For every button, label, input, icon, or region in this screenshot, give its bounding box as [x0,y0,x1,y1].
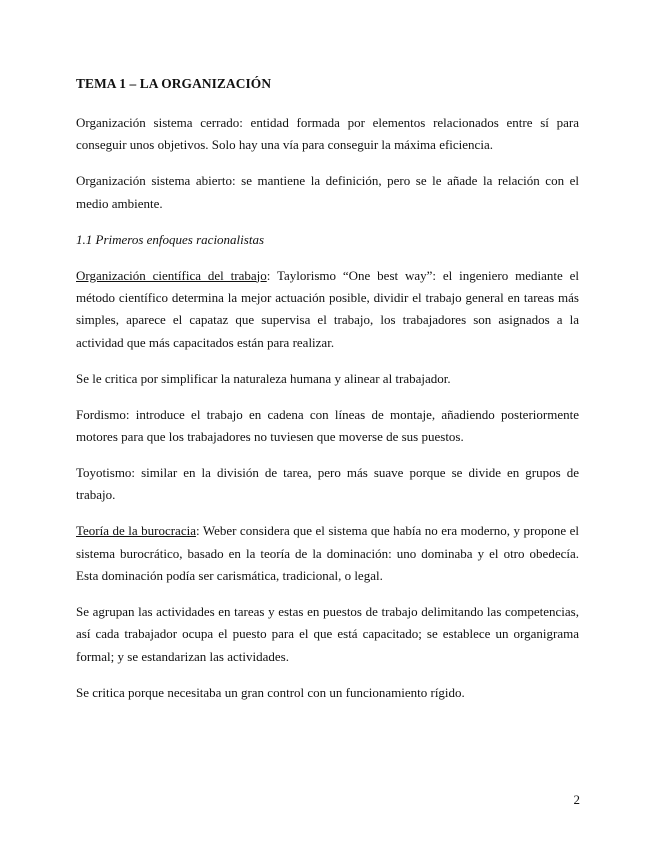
paragraph-bureaucracy-criticism: Se critica porque necesitaba un gran control con un funcionamiento rígido. [76,684,465,700]
paragraph-text: : Taylorismo “One best way”: el ingeniero mediante el método científico determina la mejor actuación posible, dividir el trabajo general en tareas más simples, aparece el capataz que supervisa el trabajo, los trabajadores son asignados a la actividad que más capacitados están para realizar. [76,267,579,350]
paragraph-toyotism: Toyotismo: similar en la división de tarea, pero más suave porque se divide en grupos de trabajo. [76,464,579,503]
page-title: TEMA 1 – LA ORGANIZACIÓN [76,76,272,91]
paragraph-open-system: Organización sistema abierto: se mantiene la definición, pero se le añade la relación con el medio ambiente. [76,173,579,211]
section-heading: 1.1 Primeros enfoques racionalistas [76,231,265,247]
term-scientific-organization: Organización científica del trabajo [76,267,267,283]
paragraph-scientific-organization [76,265,579,355]
paragraph-criticism-taylorism: Se le critica por simplificar la naturaleza humana y alinear al trabajador. [76,370,451,386]
page-number: 2 [573,792,580,807]
page-content [76,76,579,718]
paragraph-text: : Weber considera que el sistema que había no era moderno, y propone el sistema burocrático, basado en la teoría de la dominación: uno dominaba y el otro obedecía. Esta dominación podía ser carismática, tradicional, o legal. [76,523,579,583]
paragraph-fordism: Fordismo: introduce el trabajo en cadena con líneas de montaje, añadiendo posteriormente motores para que los trabajadores no tuviesen que moverse de sus puestos. [76,406,579,444]
paragraph-closed-system: Organización sistema cerrado: entidad formada por elementos relacionados entre sí para conseguir unos objetivos. Solo hay una vía para conseguir la máxima eficiencia. [76,115,579,153]
paragraph-activities-grouping: Se agrupan las actividades en tareas y estas en puestos de trabajo delimitando las competencias, así cada trabajador ocupa el puesto para el que está capacitado; se establece un organigrama formal; y se estandarizan las actividades. [76,603,579,664]
paragraph-bureaucracy [76,520,579,587]
term-bureaucracy: Teoría de la burocracia [76,523,196,539]
